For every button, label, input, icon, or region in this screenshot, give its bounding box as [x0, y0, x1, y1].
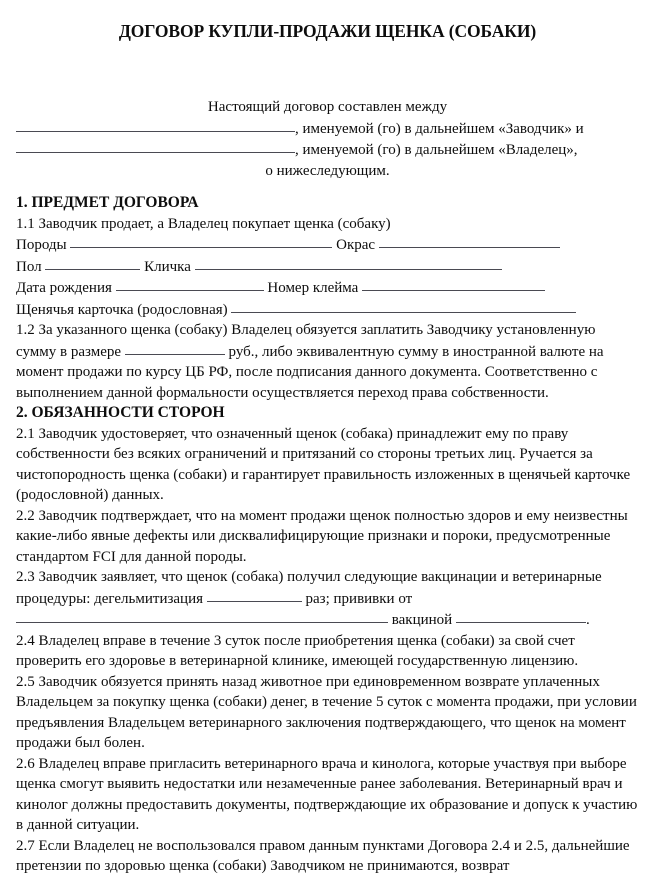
- label-sex: Пол: [16, 258, 42, 275]
- clause-1-2-part2: руб., либо эквивалентную сумму в иностранной валюте на момент продажи по курсу ЦБ РФ, после подписания данного документа. Соответственно с выполнением данной формальности осуществляется переход права собственности.: [16, 343, 604, 401]
- field-row-puppy-card: [16, 299, 639, 321]
- label-puppy-card: Щенячья карточка (родословная): [16, 301, 228, 318]
- breed-blank[interactable]: [70, 233, 332, 248]
- breeder-name-blank[interactable]: [16, 117, 295, 132]
- preamble-lead-text: Настоящий договор составлен между: [207, 99, 448, 115]
- birth-date-blank[interactable]: [116, 276, 264, 291]
- field-row-birth-brand: [16, 277, 639, 299]
- clause-2-2: 2.2 Заводчик подтверждает, что на момент продажи щенок полностью здоров и ему неизвестны какие-либо явные дефекты или дисквалифицирующие признаки и пороки, предусмотренные стандартом FCI для данной породы.: [16, 507, 628, 565]
- clause-2-3-part2: раз; прививки от: [305, 590, 413, 607]
- field-row-sex-nickname: [16, 256, 639, 278]
- party-owner-row: [16, 139, 639, 161]
- vaccine-name-blank[interactable]: [456, 608, 586, 623]
- field-row-breed-color: [16, 234, 639, 256]
- label-nickname: Кличка: [144, 258, 191, 275]
- owner-name-blank[interactable]: [16, 138, 295, 153]
- preamble-tail-text: о нижеследующим.: [265, 162, 390, 179]
- label-color: Окрас: [336, 237, 376, 253]
- clause-2-3-part1: 2.3 Заводчик заявляет, что щенок (собака) получил следующие вакцинации и ветеринарные процедуры: дегельмитизация: [16, 569, 602, 607]
- clause-1-2-part1: 1.2 За указанного щенка (собаку) Владелец обязуется заплатить Заводчику установленную сумму в размере: [16, 322, 596, 360]
- party-breeder-row: [16, 118, 639, 140]
- clause-2-4: 2.4 Владелец вправе в течение 3 суток после приобретения щенка (собаки) за свой счет проверить его здоровье в ветеринарной клинике, имеющей государственную лицензию.: [16, 632, 579, 669]
- preamble-block: [16, 97, 639, 181]
- sex-blank[interactable]: [45, 255, 140, 270]
- clause-1-1-intro: 1.1 Заводчик продает, а Владелец покупает щенка (собаку): [16, 215, 391, 232]
- clause-2-7: 2.7 Если Владелец не воспользовался правом данным пунктами Договора 2.4 и 2.5, дальнейшие претензии по здоровью щенка (собаки) Заводчиком не принимаются, возврат: [16, 837, 630, 874]
- document-title: ДОГОВОР КУПЛИ-ПРОДАЖИ ЩЕНКА (СОБАКИ): [118, 21, 537, 41]
- puppy-card-blank[interactable]: [231, 298, 576, 313]
- breeder-suffix-text: , именуемой (го) в дальнейшем «Заводчик» и: [295, 120, 584, 137]
- label-vaccine: вакциной: [391, 612, 453, 628]
- color-blank[interactable]: [379, 233, 560, 248]
- label-breed: Породы: [16, 237, 67, 253]
- clause-2-3-vaccine-row: [16, 609, 639, 631]
- section-1-heading: 1. ПРЕДМЕТ ДОГОВОРА: [16, 194, 199, 211]
- price-amount-blank[interactable]: [125, 340, 225, 355]
- clause-1-2: [16, 320, 639, 403]
- vaccination-type-blank[interactable]: [16, 608, 388, 623]
- clause-2-3: [16, 567, 639, 609]
- section-2-heading: 2. ОБЯЗАННОСТИ СТОРОН: [16, 404, 225, 421]
- owner-suffix-text: , именуемой (го) в дальнейшем «Владелец»,: [295, 142, 578, 158]
- clause-2-5: 2.5 Заводчик обязуется принять назад животное при единовременном возврате уплаченных Владельцем за покупку щенка (собаки) денег, в течение 5 суток с момента продажи, при условии предъявления Владельцем ветеринарного заключения подтверждающего, что щенок на момент продажи был болен.: [16, 673, 637, 751]
- brand-number-blank[interactable]: [362, 276, 545, 291]
- clause-2-1: 2.1 Заводчик удостоверяет, что означенный щенок (собака) принадлежит ему по праву собственности без всяких ограничений и притязаний со стороны третьих лиц. Ручается за чистопородность щенка (собаки) и гарантирует правильность изложенных в щенячьей карточке (родословной) данных.: [16, 425, 631, 503]
- nickname-blank[interactable]: [195, 255, 502, 270]
- clause-2-6: 2.6 Владелец вправе пригласить ветеринарного врача и кинолога, которые участвуя при выборе щенка смогут выявить недостатки или незамеченные ранее заболевания. Ветеринарный врач и кинолог должны предоставить документы, подтверждающие их образование и допуск к участию в данной ситуации.: [16, 755, 638, 833]
- clause-2-3-period: .: [585, 612, 590, 628]
- deworming-count-blank[interactable]: [207, 587, 302, 602]
- label-birth-date: Дата рождения: [16, 280, 112, 296]
- label-brand-number: Номер клейма: [267, 280, 359, 296]
